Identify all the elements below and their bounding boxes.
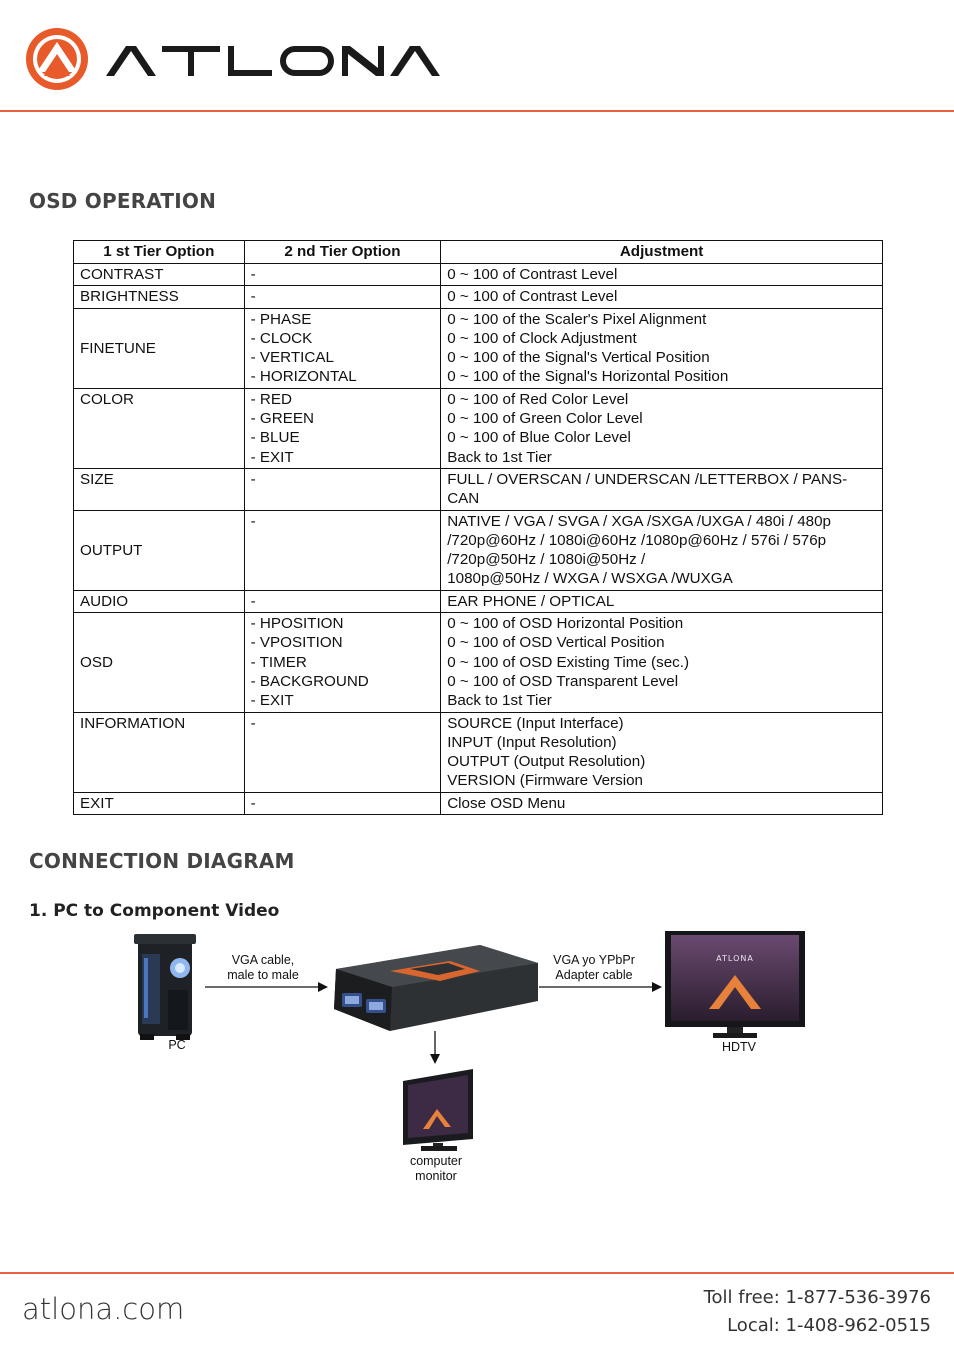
tier2-line: - PHASE [250, 310, 312, 328]
table-row [74, 712, 883, 792]
computer-monitor-icon [399, 1067, 477, 1153]
hdtv-icon [663, 929, 807, 1041]
tier2-cell [244, 308, 441, 388]
adjustment-line: INPUT (Input Resolution) [447, 733, 617, 751]
adjustment-cell [441, 308, 883, 388]
adjustment-cell [441, 712, 883, 792]
adjustment-cell [441, 510, 883, 590]
tier2-line: - [250, 714, 256, 732]
arrow-down-icon [429, 1031, 441, 1065]
adjustment-cell [441, 590, 883, 612]
tier2-cell [244, 286, 441, 308]
footer-site[interactable]: atlona.com [22, 1292, 185, 1326]
tier1-cell: SIZE [74, 468, 245, 510]
hdtv-screen-brand: ATLONA [716, 954, 754, 963]
adjustment-line: 0 ~ 100 of Contrast Level [447, 266, 618, 283]
tier2-line: - VERTICAL [250, 349, 334, 367]
tier1-cell: INFORMATION [74, 712, 245, 792]
tier2-line: - [250, 288, 256, 306]
table-row [74, 286, 883, 308]
table-row [74, 468, 883, 510]
tier2-cell [244, 388, 441, 468]
adjustment-line: Close OSD Menu [447, 794, 566, 812]
tier2-line: - CLOCK [250, 329, 313, 347]
cable-left-line-2: male to male [227, 968, 299, 982]
hdtv-label: HDTV [721, 1040, 757, 1054]
atlona-logo-icon [24, 26, 90, 92]
footer-toll-free: Toll free: 1-877-536-3976 [703, 1287, 931, 1308]
tier2-line: - [250, 512, 256, 530]
cable-right-line-2: Adapter cable [555, 968, 633, 982]
tier2-line: - HPOSITION [250, 615, 344, 633]
pc-tower-icon [128, 934, 200, 1042]
tier2-line: - [250, 470, 256, 488]
table-row [74, 590, 883, 612]
tier2-cell [244, 712, 441, 792]
adjustment-cell [441, 388, 883, 468]
adjustment-cell [441, 468, 883, 510]
osd-table [73, 240, 883, 815]
tier2-cell [244, 510, 441, 590]
adjustment-line: 0 ~ 100 of Clock Adjustment [447, 329, 637, 347]
header-adjustment: Adjustment [441, 241, 883, 264]
table-row [74, 308, 883, 388]
tier1-cell: FINETUNE [74, 308, 245, 388]
connection-diagram-title: CONNECTION DIAGRAM [29, 849, 295, 873]
tier1-cell: COLOR [74, 388, 245, 468]
table-row [74, 264, 883, 286]
adjustment-line: VERSION (Firmware Version [447, 772, 643, 790]
adjustment-line: 0 ~ 100 of the Signal's Horizontal Position [447, 368, 729, 386]
adjustment-line: 0 ~ 100 of Green Color Level [447, 410, 643, 428]
adjustment-cell [441, 264, 883, 286]
adjustment-cell [441, 792, 883, 814]
tier2-line: - [250, 266, 256, 283]
footer-rule [0, 1272, 954, 1274]
tier2-cell [244, 468, 441, 510]
tier2-line: - [250, 592, 256, 610]
table-row [74, 510, 883, 590]
adjustment-line: 0 ~ 100 of OSD Transparent Level [447, 672, 679, 690]
adjustment-line: SOURCE (Input Interface) [447, 714, 624, 732]
osd-table-header-row [74, 241, 883, 264]
adjustment-line: 0 ~ 100 of the Signal's Vertical Position [447, 349, 710, 367]
adjustment-line: /720p@60Hz / 1080i@60Hz /1080p@60Hz / 576i / 576p [447, 531, 827, 549]
adjustment-line: EAR PHONE / OPTICAL [447, 592, 615, 610]
adjustment-cell [441, 286, 883, 308]
tier2-line: - TIMER [250, 653, 307, 671]
adjustment-line: FULL / OVERSCAN / UNDERSCAN /LETTERBOX / PANS- [447, 470, 848, 488]
tier1-cell: OUTPUT [74, 510, 245, 590]
adjustment-line: /720p@50Hz / 1080i@50Hz / [447, 551, 646, 569]
adjustment-line: Back to 1st Tier [447, 692, 552, 710]
header-rule [0, 110, 954, 112]
tier2-line: - GREEN [250, 410, 314, 428]
adjustment-line: 0 ~ 100 of Red Color Level [447, 390, 629, 408]
adjustment-cell [441, 613, 883, 712]
tier1-cell: CONTRAST [74, 264, 245, 286]
footer-local: Local: 1-408-962-0515 [727, 1315, 931, 1336]
osd-operation-title: OSD OPERATION [29, 189, 217, 213]
adjustment-line: 0 ~ 100 of Contrast Level [447, 288, 618, 306]
adjustment-line: 1080p@50Hz / WXGA / WSXGA /WUXGA [447, 570, 733, 588]
adjustment-line: 0 ~ 100 of OSD Vertical Position [447, 634, 665, 652]
tier2-line: - RED [250, 390, 292, 408]
tier1-cell: EXIT [74, 792, 245, 814]
tier2-cell [244, 590, 441, 612]
table-row [74, 388, 883, 468]
tier2-cell [244, 613, 441, 712]
tier2-cell [244, 792, 441, 814]
tier2-line: - EXIT [250, 692, 294, 710]
tier2-line: - BACKGROUND [250, 672, 369, 690]
monitor-label-line-1: computer [409, 1154, 463, 1168]
arrow-left-icon [205, 981, 329, 993]
diagram-subtitle: 1. PC to Component Video [29, 901, 280, 921]
adjustment-line: 0 ~ 100 of OSD Horizontal Position [447, 615, 684, 633]
tier1-cell: BRIGHTNESS [74, 286, 245, 308]
tier2-line: - [250, 794, 256, 812]
cable-left-line-1: VGA cable, [231, 953, 295, 967]
table-row [74, 792, 883, 814]
adjustment-line: 0 ~ 100 of OSD Existing Time (sec.) [447, 653, 690, 671]
tier1-cell: OSD [74, 613, 245, 712]
adjustment-line: 0 ~ 100 of the Scaler's Pixel Alignment [447, 310, 707, 328]
adjustment-line: OUTPUT (Output Resolution) [447, 753, 646, 771]
arrow-right-icon [539, 981, 663, 993]
adjustment-line: 0 ~ 100 of Blue Color Level [447, 429, 631, 447]
tier1-cell: AUDIO [74, 590, 245, 612]
tier2-line: - EXIT [250, 448, 294, 466]
adjustment-line: CAN [447, 490, 480, 508]
tier2-line: - HORIZONTAL [250, 368, 357, 386]
pc-label: PC [168, 1038, 186, 1052]
header-tier1: 1 st Tier Option [74, 241, 245, 264]
tier2-cell [244, 264, 441, 286]
tier2-line: - BLUE [250, 429, 300, 447]
scaler-device-icon [330, 941, 540, 1033]
cable-right-line-1: VGA yo YPbPr [553, 953, 635, 967]
atlona-wordmark-icon [104, 42, 444, 78]
tier2-line: - VPOSITION [250, 634, 343, 652]
table-row [74, 613, 883, 712]
monitor-label-line-2: monitor [415, 1169, 457, 1183]
adjustment-line: NATIVE / VGA / SVGA / XGA /SXGA /UXGA / 480i / 480p [447, 512, 831, 530]
adjustment-line: Back to 1st Tier [447, 448, 552, 466]
header-tier2: 2 nd Tier Option [244, 241, 441, 264]
